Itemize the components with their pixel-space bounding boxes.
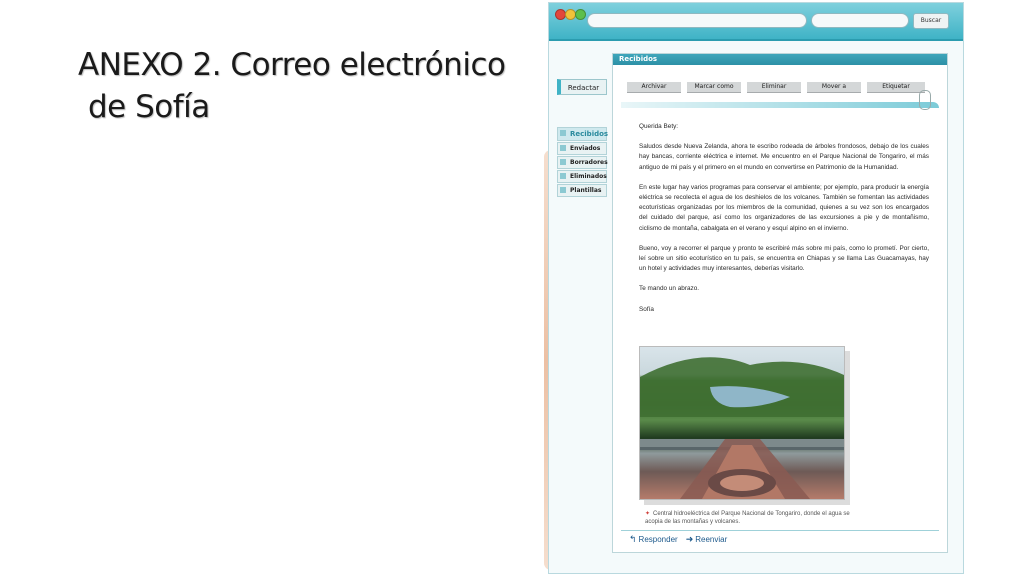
delete-button[interactable]: Eliminar xyxy=(747,82,801,93)
move-to-button[interactable]: Mover a xyxy=(807,82,861,93)
slide-title xyxy=(78,44,505,128)
compose-button[interactable]: Redactar xyxy=(557,79,607,95)
bullet-icon: ✦ xyxy=(645,511,651,517)
photo-caption xyxy=(645,510,865,526)
slide-title-line-1: ANEXO 2. Correo electrónico xyxy=(78,47,506,83)
folder-label: Borradores xyxy=(570,159,608,166)
forward-label: Reenviar xyxy=(695,535,728,544)
folder-deleted[interactable] xyxy=(557,170,607,183)
message-header-stripe xyxy=(621,102,939,108)
email-paragraph-1: Saludos desde Nueva Zelanda, ahora te escribo rodeada de árboles frondosos, debajo de los cuales hay bancas, corriente eléctrica e internet. Me encuentro en el Parque Nacional de Tongariro, el más antiguo de mi país y el primero en el mundo en convertirse en Patrimonio de la Humanidad. xyxy=(639,143,929,171)
email-client-window xyxy=(548,2,964,574)
maximize-window-icon[interactable] xyxy=(575,9,586,20)
browser-toolbar xyxy=(549,3,963,41)
photo-caption-text: Central hidroeléctrica del Parque Nacional de Tongariro, donde el agua se acopia de las montañas y volcanes. xyxy=(645,511,850,525)
message-pane xyxy=(612,53,948,553)
slide-title-line-2: de Sofía xyxy=(88,89,210,125)
email-greeting: Querida Bety: xyxy=(639,123,679,130)
message-toolbar xyxy=(627,82,925,92)
folder-sent[interactable] xyxy=(557,142,607,155)
divider xyxy=(621,530,939,531)
search-button[interactable]: Buscar xyxy=(913,13,949,29)
pane-header: Recibidos xyxy=(613,54,947,65)
folder-icon xyxy=(560,173,566,179)
hydroelectric-photo xyxy=(639,346,845,500)
email-paragraph-3: Bueno, voy a recorrer el parque y pronto te escribiré más sobre mi país, como lo prometí. Por cierto, leí sobre un sitio ecoturístico en tu país, se encuentra en Chiapas y se llama Las Guacamayas, hay un hotel y actividades muy interesantes, deberías visitarlo. xyxy=(639,244,929,273)
folder-icon xyxy=(560,187,566,193)
mark-as-button[interactable]: Marcar como xyxy=(687,82,741,93)
folder-templates[interactable] xyxy=(557,184,607,197)
email-closing: Te mando un abrazo. xyxy=(639,285,700,293)
folder-icon xyxy=(560,145,566,151)
folder-inbox[interactable] xyxy=(557,127,607,141)
forward-button[interactable] xyxy=(686,534,728,545)
label-button[interactable]: Etiquetar xyxy=(867,82,925,93)
email-body xyxy=(639,122,929,325)
email-signature: Sofía xyxy=(639,305,654,313)
reply-button[interactable] xyxy=(629,534,678,545)
message-actions xyxy=(629,534,727,545)
folder-label: Enviados xyxy=(570,145,601,152)
reply-label: Responder xyxy=(638,535,678,544)
search-input[interactable] xyxy=(811,13,909,28)
archive-button[interactable]: Archivar xyxy=(627,82,681,93)
reply-arrow-icon: ↰ xyxy=(629,534,637,544)
email-paragraph-2: En este lugar hay varios programas para conservar el ambiente; por ejemplo, para producir la energía eléctrica se recolecta el agua de los deshielos de los volcanes. También se fomentan las actividades ecoturísticas organizadas por los miembros de la comunidad, quienes a su vez son los encargados del cuidado del parque, así como los organizadores de las excursiones a pie y de montañismo, ciclismo de montaña, cabalgata en el verano y esquí alpino en el invierno. xyxy=(639,183,929,232)
photo-illustration xyxy=(640,347,844,499)
paperclip-icon xyxy=(919,90,931,110)
folder-label: Recibidos xyxy=(570,130,609,138)
folder-icon xyxy=(560,159,566,165)
folder-label: Eliminados xyxy=(570,173,607,180)
forward-arrow-icon: ➜ xyxy=(685,534,694,544)
folder-icon xyxy=(560,130,566,136)
address-bar[interactable] xyxy=(587,13,807,28)
folder-list xyxy=(557,127,607,198)
folder-drafts[interactable] xyxy=(557,156,607,169)
folder-label: Plantillas xyxy=(570,187,602,194)
